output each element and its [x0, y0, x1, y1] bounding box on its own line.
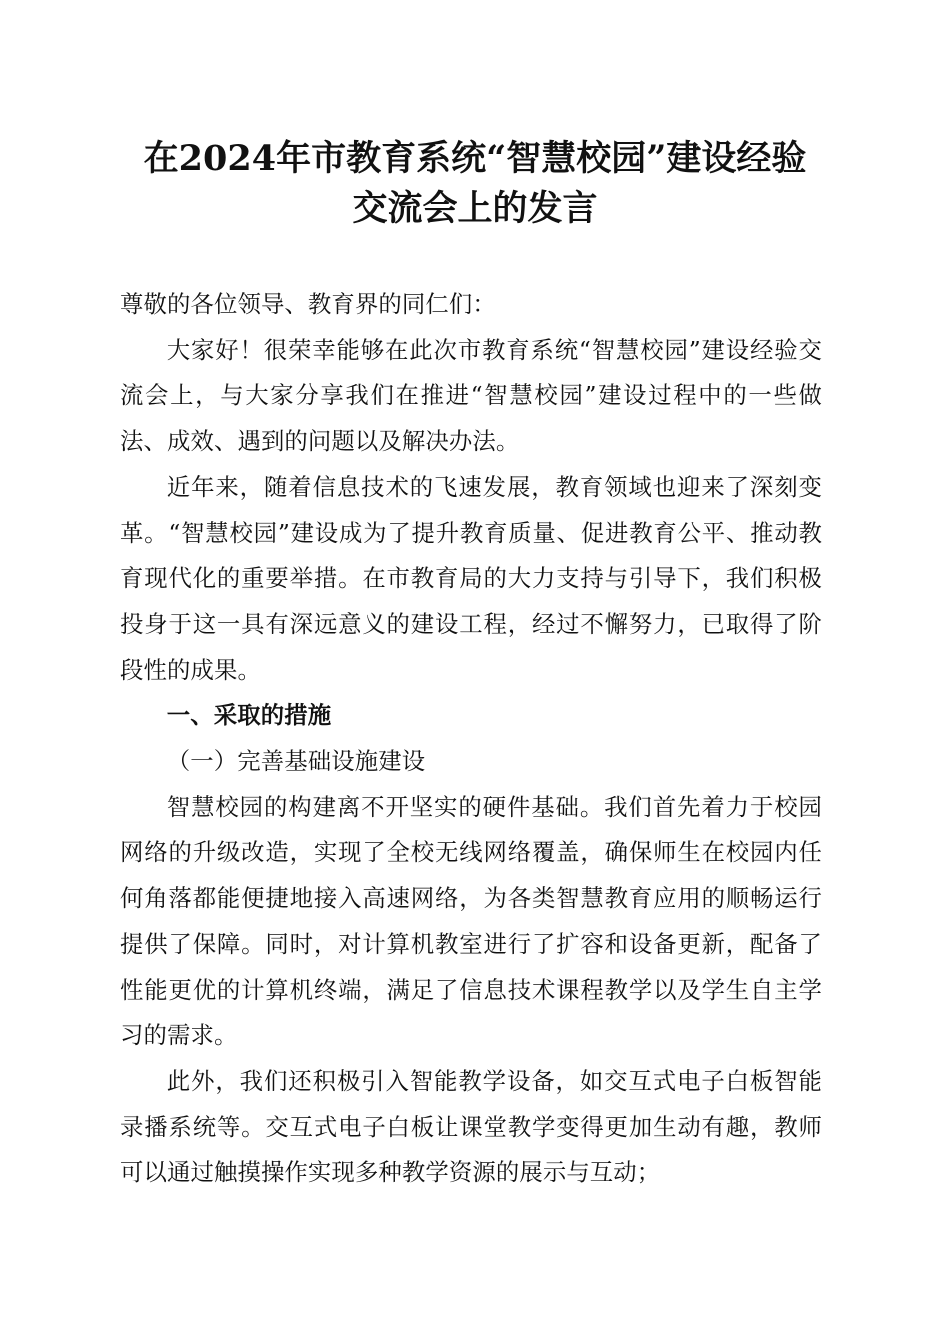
section-heading-measures: 一、采取的措施: [166, 701, 332, 730]
salutation: 尊敬的各位领导、教育界的同仁们：: [120, 290, 496, 318]
paragraph-smart-devices: 此外，我们还积极引入智能教学设备，如交互式电子白板智能录播系统等。交互式电子白板让课堂教学变得更加生动有趣，教师可以通过触摸操作实现多种教学资源的展示与互动；: [120, 1066, 822, 1187]
subsection-heading-infrastructure: （一）完善基础设施建设: [166, 747, 426, 776]
title-line-2: 交流会上的发言: [352, 188, 598, 229]
paragraph-greeting: 大家好！很荣幸能够在此次市教育系统“智慧校园”建设经验交流会上，与大家分享我们在推进“智慧校园”建设过程中的一些做法、成效、遇到的问题以及解决办法。: [120, 335, 822, 456]
paragraph-background: 近年来，随着信息技术的飞速发展，教育领域也迎来了深刻变革。“智慧校园”建设成为了提升教育质量、促进教育公平、推动教育现代化的重要举措。在市教育局的大力支持与引导下，我们积极投身于这一具有深远意义的建设工程，经过不懈努力，已取得了阶段性的成果。: [120, 472, 822, 684]
paragraph-infrastructure: 智慧校园的构建离不开坚实的硬件基础。我们首先着力于校园网络的升级改造，实现了全校无线网络覆盖，确保师生在校园内任何角落都能便捷地接入高速网络，为各类智慧教育应用的顺畅运行提供了保障。同时，对计算机教室进行了扩容和设备更新，配备了性能更优的计算机终端，满足了信息技术课程教学以及学生自主学习的需求。: [120, 792, 822, 1050]
title-line-1: 在2024年市教育系统“智慧校园”建设经验: [143, 138, 807, 179]
document-title: [100, 134, 850, 234]
document-body: [120, 282, 822, 1196]
